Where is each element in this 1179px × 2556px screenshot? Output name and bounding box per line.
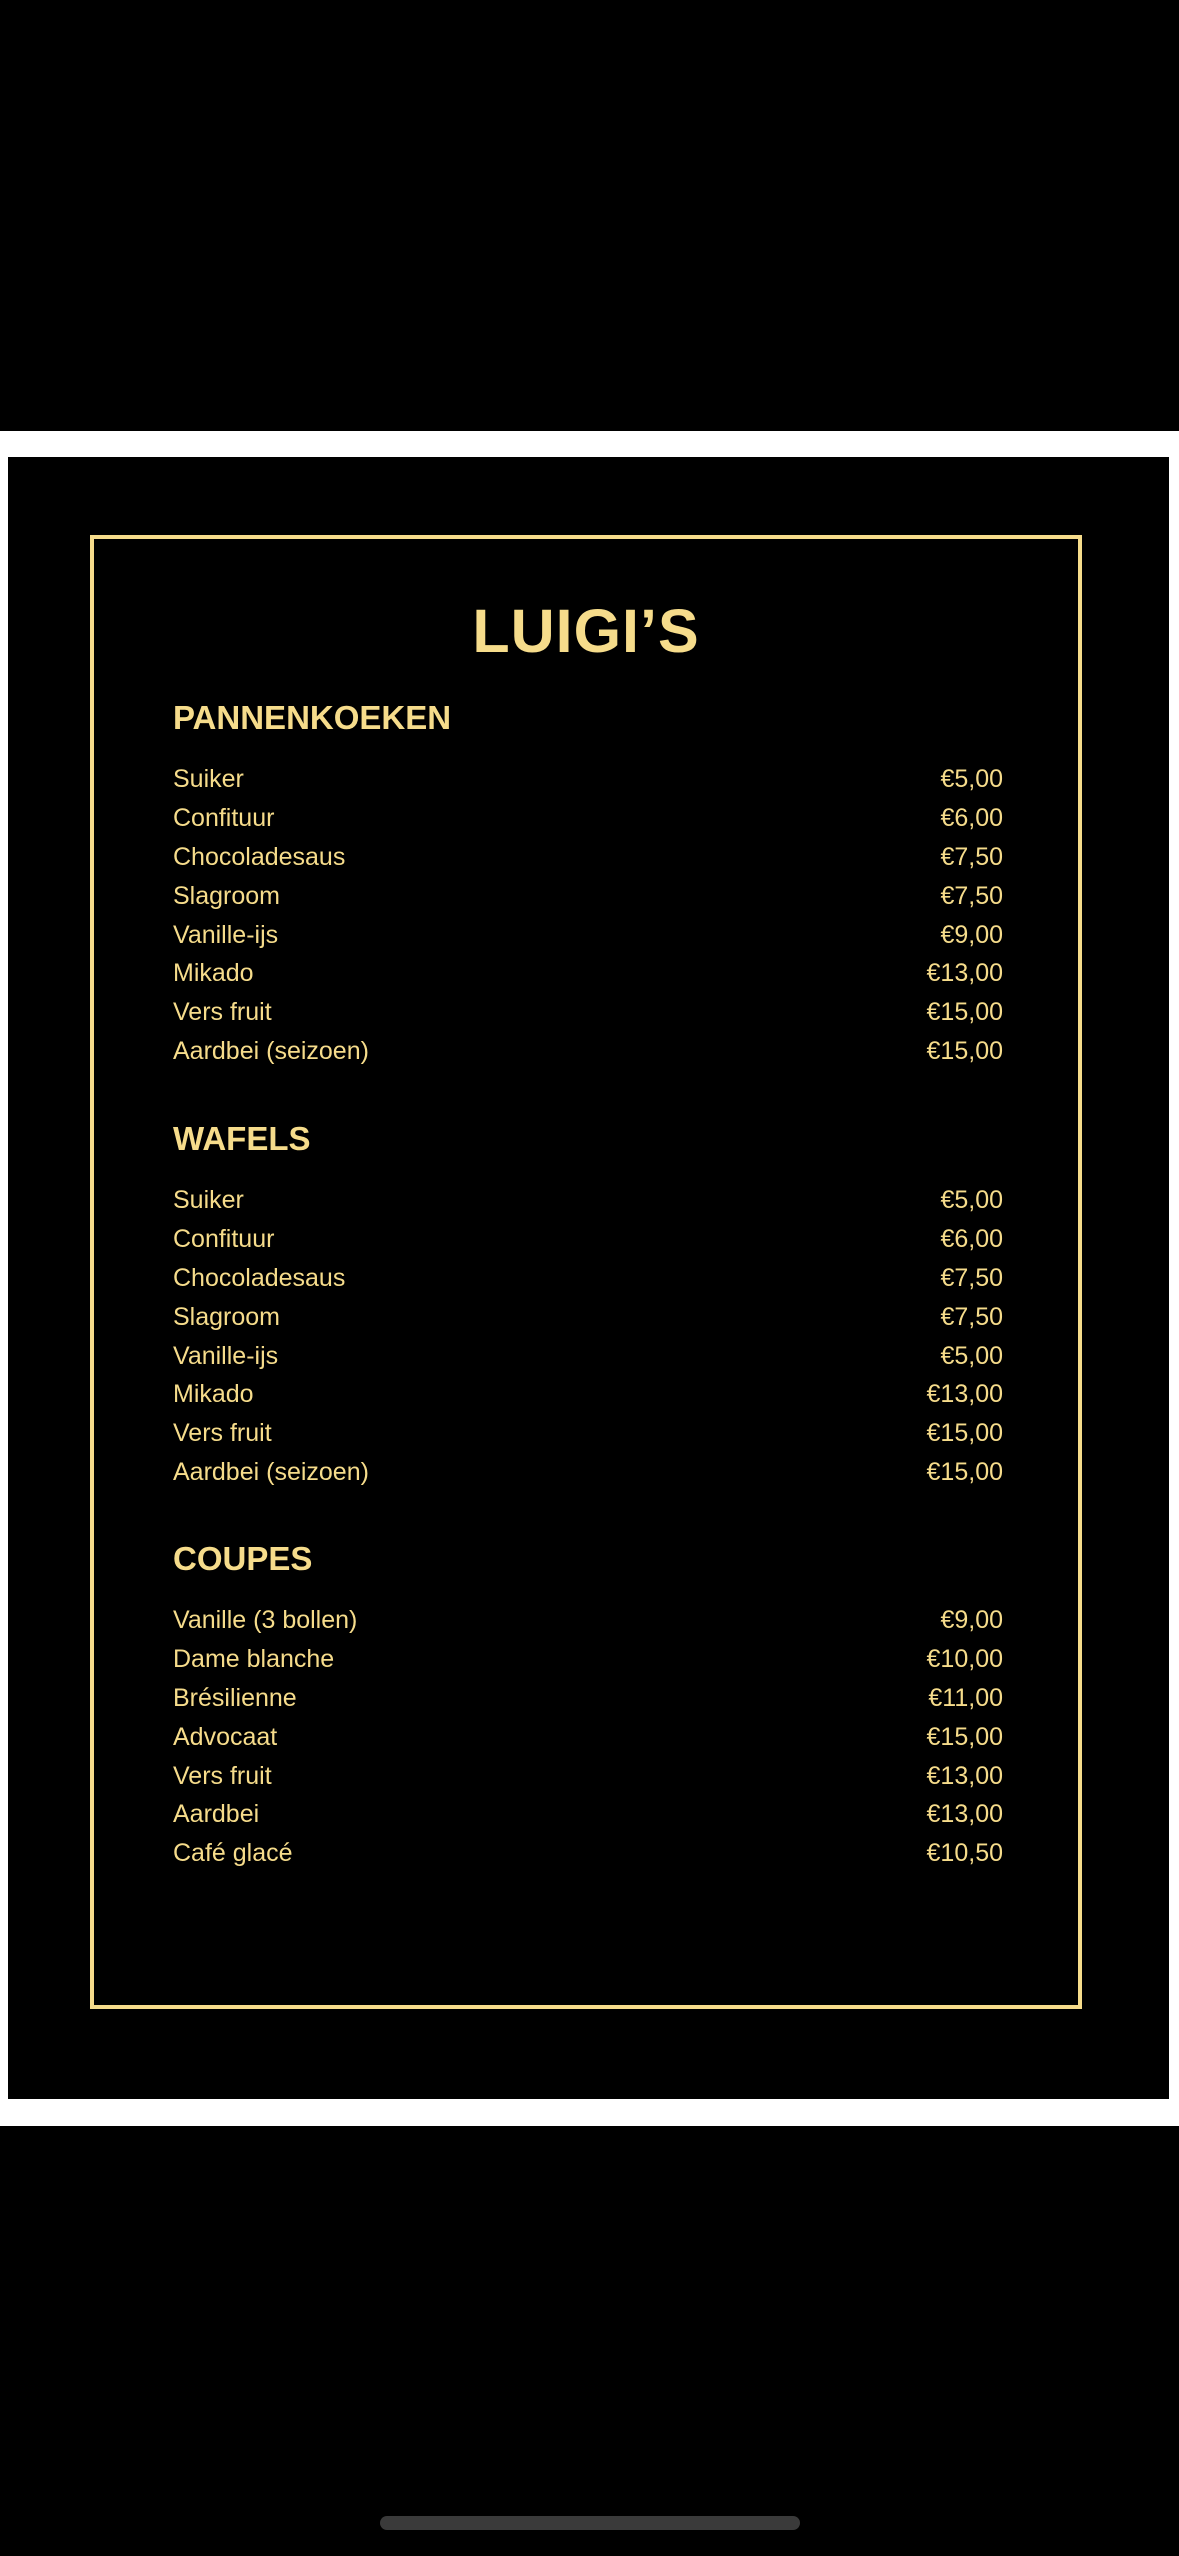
item-name: Mikado (173, 959, 254, 988)
menu-image[interactable] (8, 457, 1169, 2099)
section-pannenkoeken (173, 700, 1003, 1070)
item-name: Vers fruit (173, 1761, 272, 1790)
item-name: Slagroom (173, 1302, 280, 1331)
item-price: €13,00 (926, 1761, 1003, 1790)
item-price: €11,00 (928, 1683, 1003, 1712)
item-price: €15,00 (926, 998, 1003, 1027)
item-name: Aardbei (173, 1800, 260, 1829)
item-name: Dame blanche (173, 1645, 335, 1674)
list-item (173, 799, 1003, 838)
list-item (173, 1032, 1003, 1071)
section-title: PANNENKOEKEN (173, 699, 452, 736)
item-price: €9,00 (940, 920, 1003, 949)
list-item (173, 760, 1003, 799)
item-name: Vanille (3 bollen) (173, 1606, 358, 1635)
item-price: €15,00 (926, 1036, 1003, 1065)
list-item (173, 1220, 1003, 1259)
item-name: Brésilienne (173, 1683, 297, 1712)
item-name: Slagroom (173, 881, 280, 910)
list-item (173, 1795, 1003, 1834)
list-item (173, 1453, 1003, 1492)
item-price: €13,00 (926, 959, 1003, 988)
item-name: Suiker (173, 765, 244, 794)
item-name: Vers fruit (173, 1419, 272, 1448)
item-name: Café glacé (173, 1839, 293, 1868)
item-price: €7,50 (940, 1302, 1003, 1331)
item-name: Chocoladesaus (173, 842, 346, 871)
list-item (173, 1336, 1003, 1375)
list-item (173, 1297, 1003, 1336)
item-name: Advocaat (173, 1722, 278, 1751)
item-price: €7,50 (940, 881, 1003, 910)
item-price: €5,00 (940, 1186, 1003, 1215)
list-item (173, 876, 1003, 915)
item-price: €7,50 (940, 1263, 1003, 1292)
item-name: Mikado (173, 1380, 254, 1409)
item-name: Suiker (173, 1186, 244, 1215)
menu-title: LUIGI’S (472, 597, 700, 665)
list-item (173, 838, 1003, 877)
section-title: COUPES (173, 1540, 313, 1577)
item-price: €15,00 (926, 1419, 1003, 1448)
list-item (173, 1259, 1003, 1298)
list-item (173, 1375, 1003, 1414)
item-name: Confituur (173, 1225, 275, 1254)
item-price: €5,00 (940, 765, 1003, 794)
list-item (173, 1834, 1003, 1873)
list-item (173, 1717, 1003, 1756)
item-price: €6,00 (940, 1225, 1003, 1254)
list-item (173, 954, 1003, 993)
section-wafels (173, 1121, 1003, 1491)
menu-border-frame (90, 535, 1082, 2009)
item-name: Vanille-ijs (173, 1341, 279, 1370)
section-coupes (173, 1541, 1003, 1873)
item-price: €13,00 (926, 1380, 1003, 1409)
item-price: €6,00 (940, 804, 1003, 833)
list-item (173, 915, 1003, 954)
home-indicator[interactable] (380, 2516, 800, 2530)
item-name: Aardbei (seizoen) (173, 1036, 369, 1065)
item-name: Aardbei (seizoen) (173, 1457, 369, 1486)
item-price: €7,50 (940, 842, 1003, 871)
item-price: €10,50 (926, 1839, 1003, 1868)
item-name: Chocoladesaus (173, 1263, 346, 1292)
section-title: WAFELS (173, 1120, 311, 1157)
item-name: Vanille-ijs (173, 920, 279, 949)
item-price: €15,00 (926, 1722, 1003, 1751)
list-item (173, 1414, 1003, 1453)
item-name: Confituur (173, 804, 275, 833)
list-item (173, 1679, 1003, 1718)
list-item (173, 993, 1003, 1032)
list-item (173, 1601, 1003, 1640)
item-price: €13,00 (926, 1800, 1003, 1829)
list-item (173, 1181, 1003, 1220)
item-price: €15,00 (926, 1457, 1003, 1486)
list-item (173, 1756, 1003, 1795)
list-item (173, 1640, 1003, 1679)
item-price: €10,00 (926, 1645, 1003, 1674)
item-name: Vers fruit (173, 998, 272, 1027)
item-price: €5,00 (940, 1341, 1003, 1370)
item-price: €9,00 (940, 1606, 1003, 1635)
